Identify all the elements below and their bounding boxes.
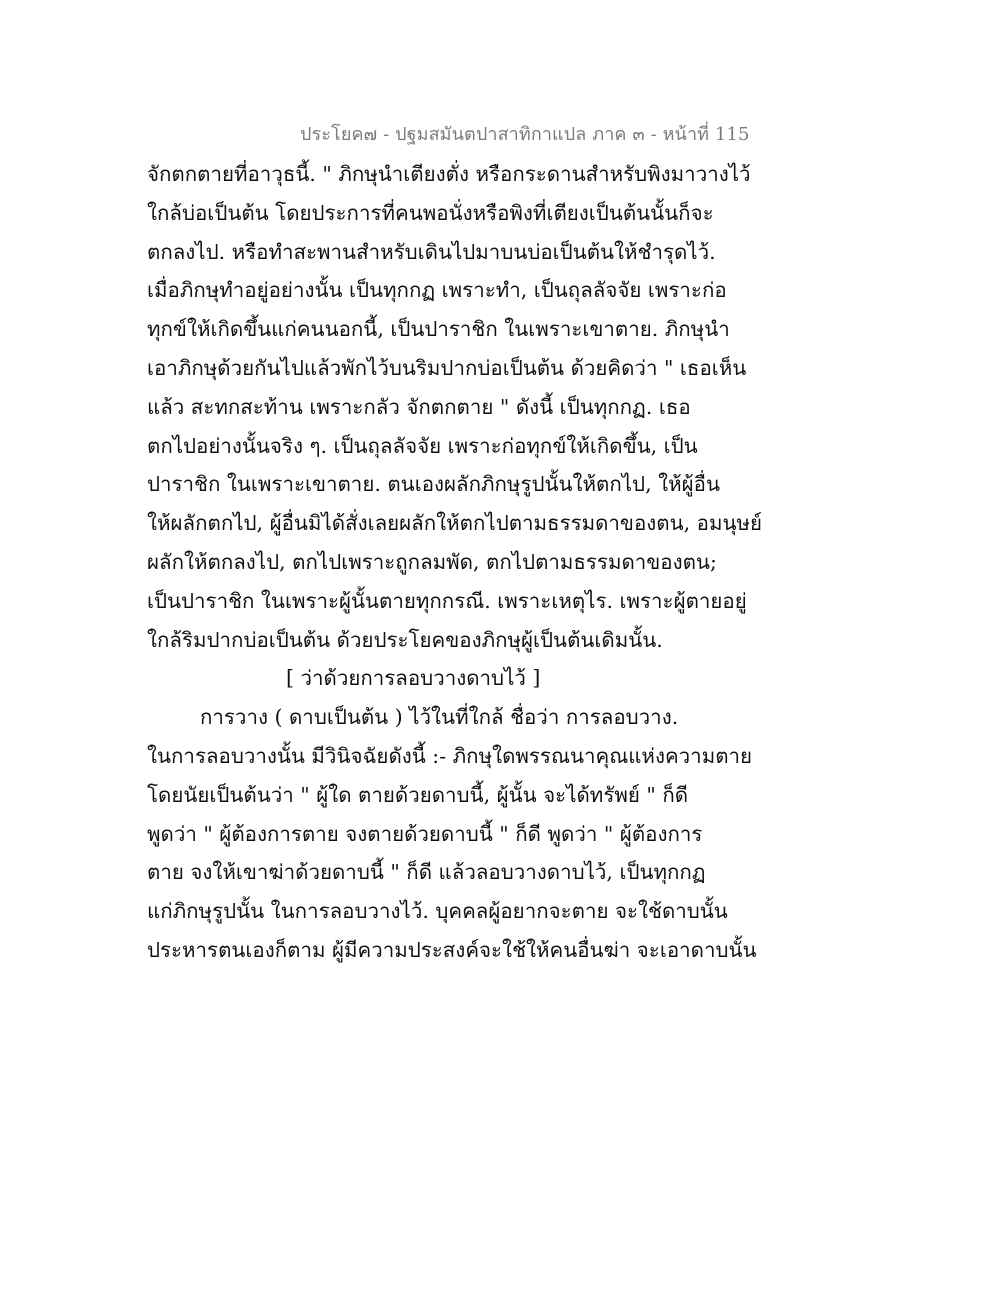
body-line: ตกไปอย่างนั้นจริง ๆ. เป็นถุลลัจจัย เพราะก่อทุกข์ให้เกิดขึ้น, เป็น <box>147 433 698 458</box>
body-text <box>147 155 762 970</box>
section-line: โดยนัยเป็นต้นว่า " ผู้ใด ตายด้วยดาบนี้, ผู้นั้น จะได้ทรัพย์ " ก็ดี <box>147 782 689 807</box>
section-heading: [ ว่าด้วยการลอบวางดาบไว้ ] <box>286 666 541 691</box>
body-line: แล้ว สะทกสะท้าน เพราะกลัว จักตกตาย " ดังนี้ เป็นทุกกฏ. เธอ <box>147 394 691 419</box>
body-line: เป็นปาราชิก ในเพราะผู้นั้นตายทุกกรณี. เพราะเหตุไร. เพราะผู้ตายอยู่ <box>147 588 747 613</box>
section-line: ตาย จงให้เขาฆ่าด้วยดาบนี้ " ก็ดี แล้วลอบวางดาบไว้, เป็นทุกกฏ <box>147 860 706 885</box>
body-line: เมื่อภิกษุทำอยู่อย่างนั้น เป็นทุกกฏ เพราะทำ, เป็นถุลลัจจัย เพราะก่อ <box>147 278 727 303</box>
section-line: ในการลอบวางนั้น มีวินิจฉัยดังนี้ :- ภิกษุใดพรรณนาคุณแห่งความตาย <box>147 743 753 768</box>
body-line: ใกล้ริมปากบ่อเป็นต้น ด้วยประโยคของภิกษุผู้เป็นต้นเดิมนั้น. <box>147 627 663 652</box>
body-line: เอาภิกษุด้วยกันไปแล้วพักไว้บนริมปากบ่อเป็นต้น ด้วยคิดว่า " เธอเห็น <box>147 355 747 380</box>
body-line: จักตกตายที่อาวุธนี้. " ภิกษุนำเตียงตั่ง หรือกระดานสำหรับพิงมาวางไว้ <box>147 162 751 186</box>
body-line: ตกลงไป. หรือทำสะพานสำหรับเดินไปมาบนบ่อเป็นต้นให้ชำรุดไว้. <box>147 239 716 264</box>
body-line: ทุกข์ให้เกิดขึ้นแก่คนนอกนี้, เป็นปาราชิก ในเพราะเขาตาย. ภิกษุนำ <box>147 317 730 342</box>
body-line: ใกล้บ่อเป็นต้น โดยประการที่คนพอนั่งหรือพิงที่เตียงเป็นต้นนั้นก็จะ <box>147 200 714 225</box>
body-line: ให้ผลักตกไป, ผู้อื่นมิได้สั่งเลยผลักให้ตกไปตามธรรมดาของตน, อมนุษย์ <box>147 511 762 536</box>
section-line: ประหารตนเองก็ตาม ผู้มีความประสงค์จะใช้ให้คนอื่นฆ่า จะเอาดาบนั้น <box>147 937 757 962</box>
body-line: ผลักให้ตกลงไป, ตกไปเพราะถูกลมพัด, ตกไปตามธรรมดาของตน; <box>147 549 717 574</box>
body-line: ปาราชิก ในเพราะเขาตาย. ตนเองผลักภิกษุรูปนั้นให้ตกไป, ให้ผู้อื่น <box>147 472 720 497</box>
section-first-line: การวาง ( ดาบเป็นต้น ) ไว้ในที่ใกล้ ชื่อว่า การลอบวาง. <box>200 705 679 730</box>
section-line: พูดว่า " ผู้ต้องการตาย จงตายด้วยดาบนี้ " ก็ดี พูดว่า " ผู้ต้องการ <box>147 821 703 846</box>
running-header: ประโยค๗ - ปฐมสมันตปาสาทิกาแปล ภาค ๓ - หน้าที่ 115 <box>300 124 750 145</box>
section-line: แก่ภิกษุรูปนั้น ในการลอบวางไว้. บุคคลผู้อยากจะตาย จะใช้ดาบนั้น <box>147 899 728 924</box>
